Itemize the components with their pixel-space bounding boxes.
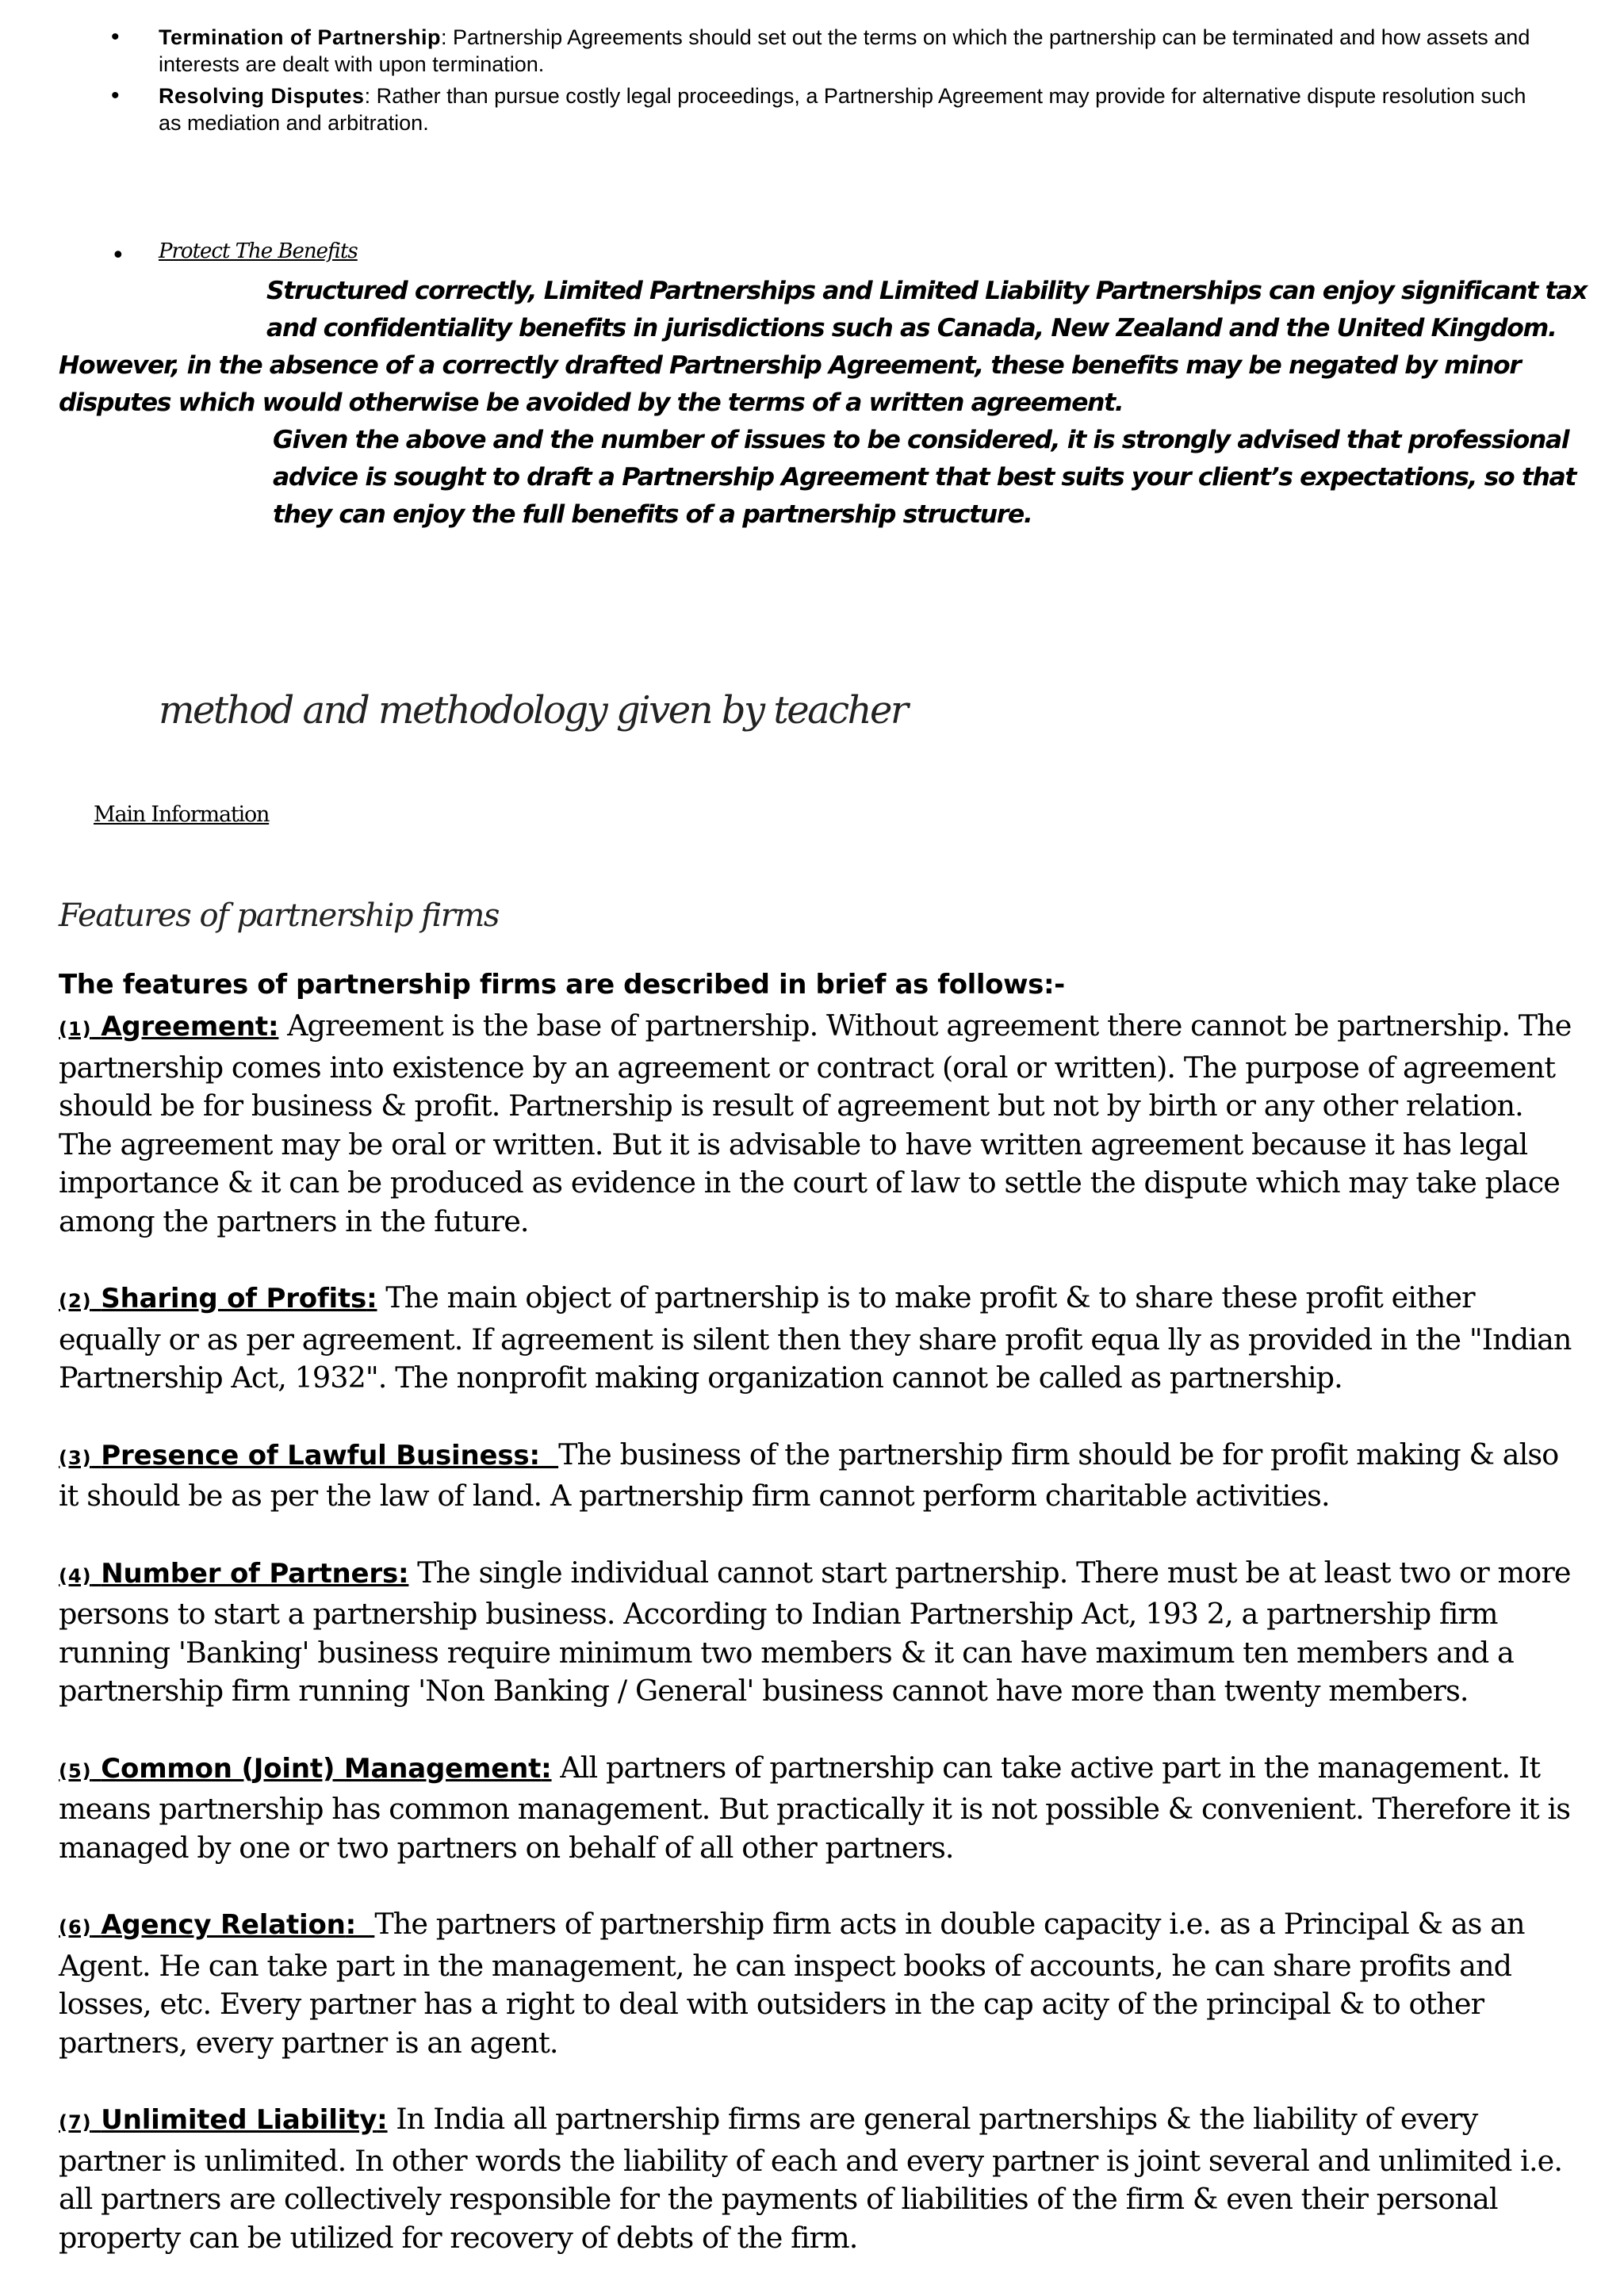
feature-title: Agency Relation [101,1909,346,1941]
feature-unlimited-liability [59,2100,1573,2257]
feature-separator: : [541,1752,552,1785]
feature-separator: : [267,1011,279,1043]
feature-title: Unlimited Liability [101,2104,377,2136]
protect-benefits-section [59,273,1589,534]
feature-text: In India all partnership firms are general partnerships & the liability of every partner is unlimited. In other words the liability of each and every partner is joint several and unlimited i.e. all partners are collectively responsible for the payments of liabilities of the firm & even their personal property can be utilized for recovery of debts of the firm. [59,2102,1563,2255]
feature-separator: : [398,1557,409,1590]
feature-title: Presence of Lawful Business [101,1439,530,1471]
feature-heading [59,1440,558,1471]
feature-separator: : [345,1909,375,1941]
feature-heading [59,1909,374,1941]
feature-agency-relation [59,1905,1573,2062]
feature-title: Common (Joint) Management [101,1752,542,1785]
feature-number: (6) [59,1916,92,1938]
protect-paragraph-1: Structured correctly, Limited Partnerships and Limited Liability Partnerships can enjoy significant tax and confidentiality benefits in jurisdictions such as Canada, New Zealand and the United Kingdom. [266,277,1587,342]
feature-heading [59,1558,408,1590]
feature-heading [59,1011,278,1043]
feature-heading [59,1283,377,1314]
feature-text: Agreement is the base of partnership. Without agreement there cannot be partnership. The partnership comes into existence by an agreement or contract (oral or written). The purpose of agreement should be for business & profit. Partnership is result of agreement but not by birth or any other relation. The agreement may be oral or written. But it is advisable to have written agreement because it has legal importance & it can be produced as evidence in the court of law to settle the dispute which may take place among the partners in the future. [59,1008,1572,1238]
feature-title: Sharing of Profits [101,1283,367,1314]
bullet-icon: • [111,82,120,109]
main-information-link[interactable]: Main Information [94,802,270,827]
feature-separator: : [529,1439,559,1471]
feature-text: The main object of partnership is to make profit & to share these profit either equally or as per agreement. If agreement is silent then they share profit equa lly as provided in the "Indian Partnership Act, 1932". The nonprofit making organization cannot be called as partnership. [59,1280,1572,1395]
feature-text: The business of the partnership firm should be for profit making & also it should be as per the law of land. A partnership firm cannot perform charitable activities. [59,1437,1559,1513]
feature-separator: : [377,2104,388,2136]
bullet-icon: • [111,24,120,50]
feature-number: (2) [59,1290,92,1312]
feature-number: (3) [59,1446,92,1469]
feature-number-of-partners [59,1554,1573,1711]
list-item-text: : Rather than pursue costly legal proceedings, a Partnership Agreement may provide for alternative dispute resolution such as mediation and arbitration. [159,84,1526,135]
bullet-icon: • [111,242,125,270]
protect-paragraph-2: However, in the absence of a correctly drafted Partnership Agreement, these benefits may be negated by minor disputes which would otherwise be avoided by the terms of a written agreement. [59,351,1521,417]
feature-number: (7) [59,2111,92,2133]
features-list [59,1007,1573,2295]
features-title: Features of partnership firms [59,897,499,934]
list-item [108,24,1535,78]
feature-title: Agreement [101,1011,268,1043]
feature-common-management [59,1749,1573,1868]
feature-title: Number of Partners [101,1557,398,1590]
feature-number: (4) [59,1564,92,1587]
feature-text: All partners of partnership can take active part in the management. It means partnership has common management. But practically it is not possible & convenient. Therefore it is managed by one or two partners on behalf of all other partners. [59,1750,1571,1865]
protect-paragraph-3: Given the above and the number of issues to be considered, it is strongly advised that professional advice is sought to draft a Partnership Agreement that best suits your client’s expectations, so that they can enjoy the full benefits of a partnership structure. [273,426,1576,529]
feature-agreement [59,1007,1573,1241]
feature-number: (5) [59,1759,92,1782]
list-item-term: Resolving Disputes [159,84,365,108]
feature-text: The single individual cannot start partnership. There must be at least two or more persons to start a partnership business. According to Indian Partnership Act, 193 2, a partnership firm running 'Banking' business require minimum two members & it can have maximum ten members and a partnership firm running 'Non Banking / General' business cannot have more than twenty members. [59,1555,1571,1708]
feature-number: (1) [59,1018,92,1040]
feature-lawful-business [59,1436,1573,1516]
top-bullet-list [108,24,1535,141]
method-heading: method and methodology given by teacher [159,688,907,733]
feature-separator: : [366,1283,377,1314]
features-intro: The features of partnership firms are described in brief as follows:- [59,969,1065,1001]
list-item-term: Termination of Partnership [159,25,442,49]
list-item-text: : Partnership Agreements should set out the terms on which the partnership can be terminated and how assets and interests are dealt with upon termination. [159,25,1530,76]
feature-heading [59,1753,552,1785]
feature-sharing-of-profits [59,1279,1573,1398]
feature-text: The partners of partnership firm acts in double capacity i.e. as a Principal & as an Agent. He can take part in the management, he can inspect books of accounts, he can share profits and losses, etc. Every partner has a right to deal with outsiders in the cap acity of the principal & to other partners, every partner is an agent. [59,1907,1525,2060]
feature-heading [59,2104,388,2136]
protect-benefits-link[interactable]: Protect The Benefits [159,239,358,263]
list-item [108,82,1535,136]
